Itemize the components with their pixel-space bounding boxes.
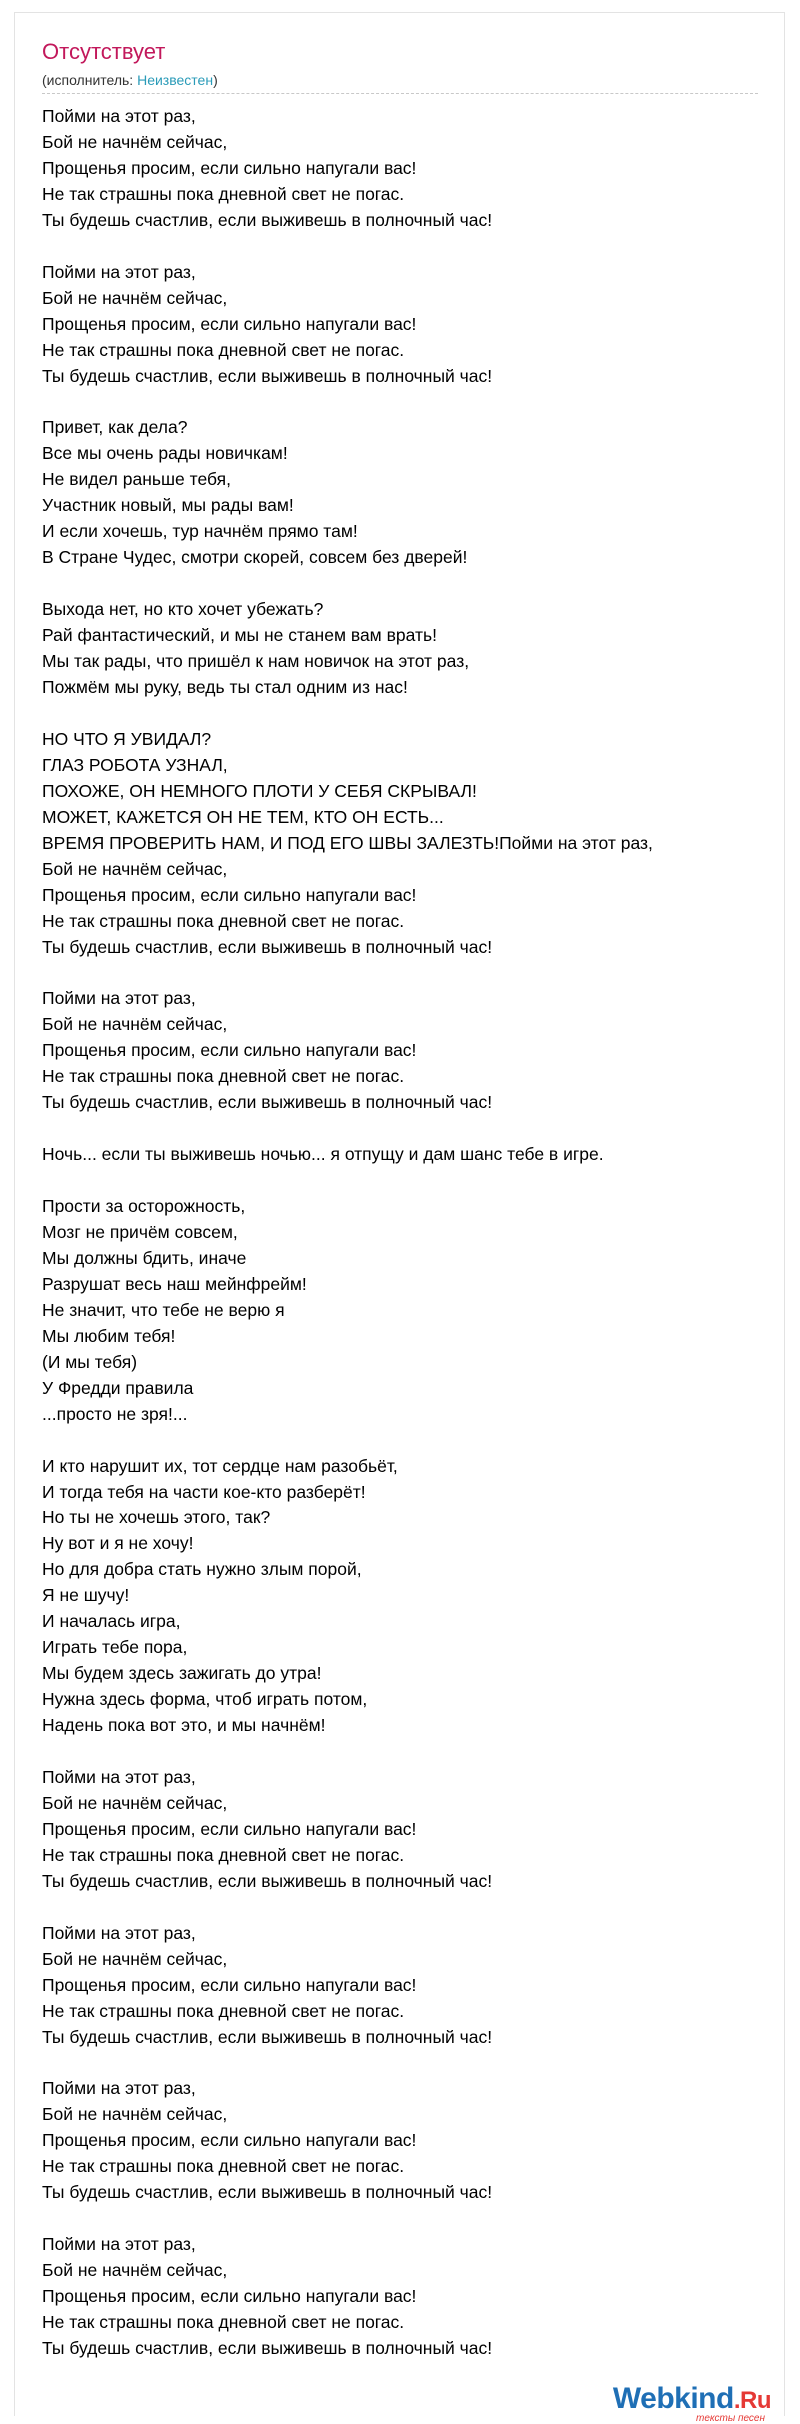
- artist-prefix: (исполнитель:: [42, 72, 138, 88]
- song-title: Отсутствует: [42, 39, 166, 64]
- logo-wordmark: [571, 2384, 771, 2416]
- webkind-logo[interactable]: [571, 2382, 771, 2424]
- logo-web: Web: [612, 2382, 675, 2415]
- artist-link[interactable]: Неизвестен: [137, 72, 214, 88]
- logo-tagline: тексты песен: [696, 2413, 765, 2424]
- logo-kind: kind: [674, 2382, 734, 2415]
- lyrics-text: Пойми на этот раз, Бой не начнём сейчас, Прощенья просим, если сильно напугали вас! Не так страшны пока дневной свет не погас. Ты будешь счастлив, если выживешь в полночный час! Пойми на этот раз, Бой не начнём сейчас, Прощенья просим, если сильно напугали вас! Не так страшны пока дневной свет не погас. Ты будешь счастлив, если выживешь в полночный час! Привет, как дела? Все мы очень рады новичкам! Не видел раньше тебя, Участник новый, мы рады вам! И если хочешь, тур начнём прямо там! В Стране Чудес, смотри скорей, совсем без дверей! Выхода нет, но кто хочет убежать? Рай фантастический, и мы не станем вам врать! Мы так рады, что пришёл к нам новичок на этот раз, Пожмём мы руку, ведь ты стал одним из нас! НО ЧТО Я УВИДАЛ? ГЛАЗ РОБОТА УЗНАЛ, ПОХОЖЕ, ОН НЕМНОГО ПЛОТИ У СЕБЯ СКРЫВАЛ! МОЖЕТ, КАЖЕТСЯ ОН НЕ ТЕМ, КТО ОН ЕСТЬ... ВРЕМЯ ПРОВЕРИТЬ НАМ, И ПОД ЕГО ШВЫ ЗАЛЕЗТЬ!Пойми на этот раз, Бой не начнём сейчас, Прощенья просим, если сильно напугали вас! Не так страшны пока дневной свет не погас. Ты будешь счастлив, если выживешь в полночный час! Пойми на этот раз, Бой не начнём сейчас, Прощенья просим, если сильно напугали вас! Не так страшны пока дневной свет не погас. Ты будешь счастлив, если выживешь в полночный час! Ночь... если ты выживешь ночью... я отпущу и дам шанс тебе в игре. Прости за осторожность, Мозг не причём совсем, Мы должны бдить, иначе Разрушат весь наш мейнфрейм! Не значит, что тебе не верю я Мы любим тебя! (И мы тебя) У Фредди правила ...просто не зря!... И кто нарушит их, тот сердце нам разобьёт, И тогда тебя на части кое-кто разберёт! Но ты не хочешь этого, так? Ну вот и я не хочу! Но для добра стать нужно злым порой, Я не шучу! И началась игра, Играть тебе пора, Мы будем здесь зажигать до утра! Нужна здесь форма, чтоб играть потом, Надень пока вот это, и мы начнём! Пойми на этот раз, Бой не начнём сейчас, Прощенья просим, если сильно напугали вас! Не так страшны пока дневной свет не погас. Ты будешь счастлив, если выживешь в полночный час! Пойми на этот раз, Бой не начнём сейчас, Прощенья просим, если сильно напугали вас! Не так страшны пока дневной свет не погас. Ты будешь счастлив, если выживешь в полночный час! Пойми на этот раз, Бой не начнём сейчас, Прощенья просим, если сильно напугали вас! Не так страшны пока дневной свет не погас. Ты будешь счастлив, если выживешь в полночный час! Пойми на этот раз, Бой не начнём сейчас, Прощенья просим, если сильно напугали вас! Не так страшны пока дневной свет не погас. Ты будешь счастлив, если выживешь в полночный час!: [42, 106, 653, 2358]
- logo-ru: .Ru: [733, 2387, 771, 2414]
- artist-line: [42, 71, 218, 89]
- title-divider: [42, 93, 758, 94]
- artist-suffix: ): [213, 72, 218, 88]
